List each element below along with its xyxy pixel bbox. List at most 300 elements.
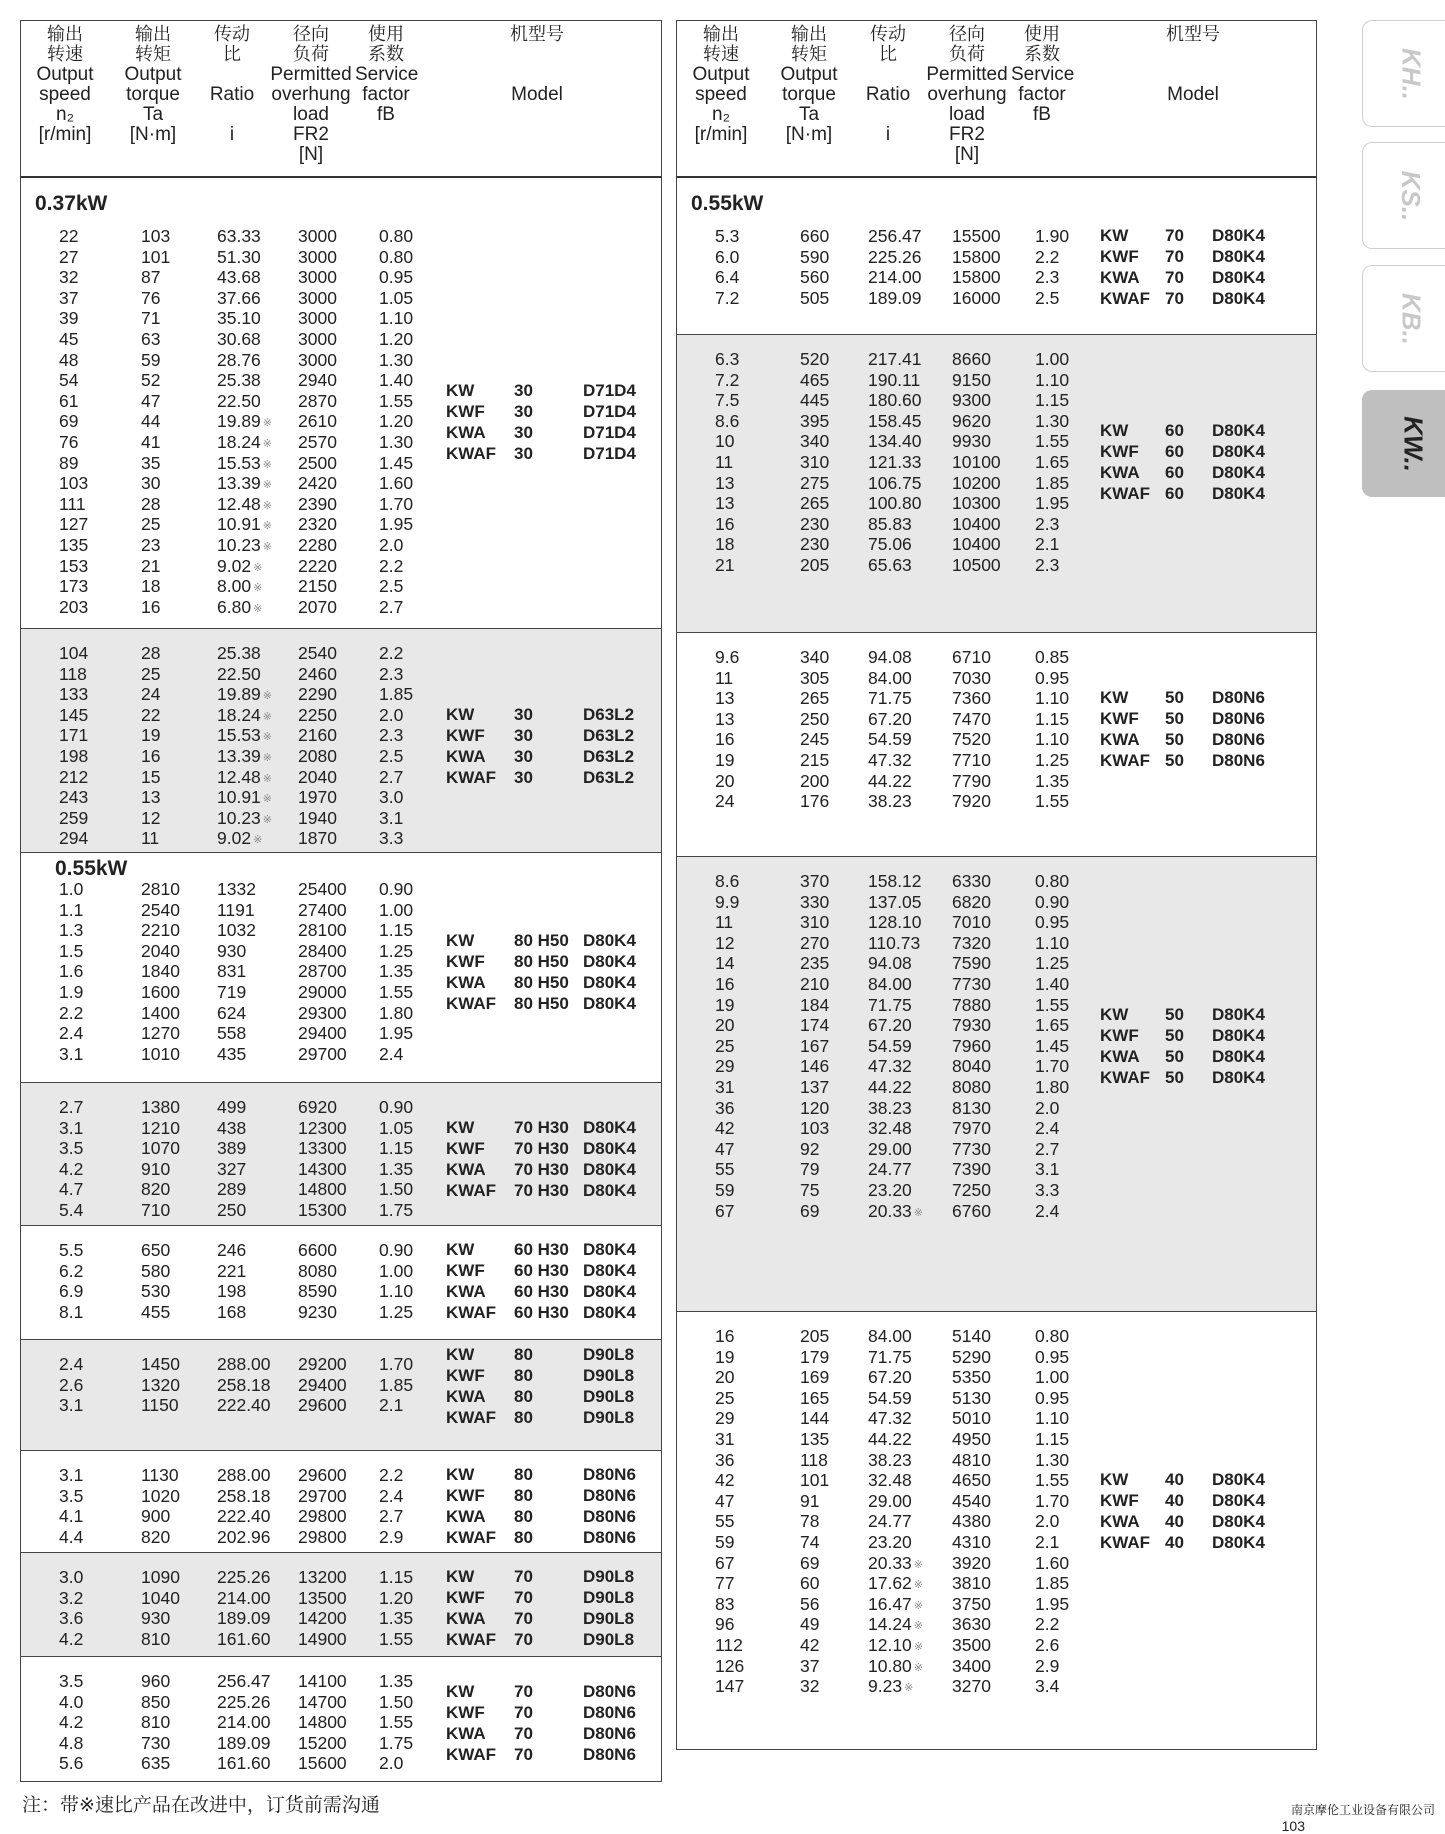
- cell-load: 29400: [298, 1023, 347, 1044]
- cell-load: 8660: [952, 349, 991, 369]
- cell-ratio: 63.33: [217, 226, 261, 246]
- cell-load: 13500: [298, 1587, 347, 1608]
- model-size: 50: [1165, 1047, 1184, 1067]
- tab-ks[interactable]: [1362, 142, 1445, 249]
- model-motor: D80N6: [583, 1744, 636, 1764]
- cell-load: 3810: [952, 1573, 991, 1594]
- model-series: KW: [446, 1117, 475, 1137]
- header-load: [267, 25, 355, 165]
- cell-speed: 25: [715, 1387, 735, 1408]
- cell-load: 2870: [298, 390, 337, 411]
- cell-sf: 0.80: [379, 226, 414, 246]
- cell-torque: 144: [800, 1408, 830, 1429]
- tab-label: KW..: [1398, 415, 1429, 472]
- model-row: [21, 767, 661, 788]
- cell-load: 29600: [298, 1465, 347, 1485]
- cell-torque: 1020: [141, 1485, 180, 1506]
- cell-torque: 21: [141, 555, 161, 576]
- table-row: [21, 329, 661, 350]
- cell-sf: 2.5: [379, 576, 404, 597]
- model-series: KWF: [1100, 247, 1139, 267]
- tab-kw[interactable]: [1362, 390, 1445, 497]
- cell-torque: 101: [141, 246, 171, 267]
- header-speed-zh: 输出 转速: [47, 24, 83, 65]
- cell-sf: 1.95: [1035, 1593, 1070, 1614]
- cell-torque: 580: [141, 1260, 171, 1281]
- cell-speed: 59: [715, 1179, 735, 1200]
- cell-sf: 2.0: [1035, 1097, 1060, 1118]
- model-list: [21, 1464, 661, 1548]
- cell-load: 7320: [952, 932, 991, 953]
- cell-ratio: 134.40: [868, 431, 922, 452]
- cell-ratio: 15.53 ※: [217, 452, 273, 473]
- model-series: KWA: [446, 1159, 486, 1179]
- cell-speed: 12: [715, 932, 735, 953]
- cell-ratio: 438: [217, 1117, 247, 1138]
- cell-speed: 25: [715, 1035, 735, 1056]
- cell-speed: 5.6: [59, 1753, 84, 1774]
- cell-speed: 2.4: [59, 1023, 84, 1044]
- cell-ratio: 38.23: [868, 1097, 912, 1118]
- cell-ratio: 10.23 ※: [217, 534, 273, 555]
- model-series: KW: [1100, 688, 1129, 708]
- model-motor: D80K4: [583, 1240, 636, 1260]
- cell-sf: 1.20: [379, 328, 414, 349]
- cell-torque: 184: [800, 994, 830, 1015]
- cell-speed: 5.4: [59, 1199, 84, 1220]
- model-series: KWA: [446, 1507, 486, 1527]
- cell-ratio: 100.80: [868, 493, 922, 514]
- table-row: [677, 1098, 1316, 1119]
- cell-load: 3000: [298, 246, 337, 267]
- model-row: [21, 1159, 661, 1180]
- cell-sf: 1.50: [379, 1179, 414, 1200]
- model-size: 60: [1165, 463, 1184, 483]
- cell-torque: 1380: [141, 1097, 180, 1117]
- cell-load: 29300: [298, 1002, 347, 1023]
- cell-load: 7960: [952, 1035, 991, 1056]
- cell-load: 14900: [298, 1628, 347, 1649]
- asterisk-mark: ※: [262, 458, 273, 471]
- model-size: 70: [514, 1609, 533, 1629]
- cell-torque: 820: [141, 1526, 171, 1547]
- cell-ratio: 47.32: [868, 749, 912, 770]
- cell-load: 8590: [298, 1281, 337, 1302]
- cell-ratio: 65.63: [868, 554, 912, 575]
- model-size: 60 H30: [514, 1240, 569, 1260]
- cell-load: 2940: [298, 370, 337, 391]
- cell-sf: 0.95: [1035, 667, 1070, 688]
- cell-load: 3630: [952, 1614, 991, 1635]
- table-row: [677, 647, 1316, 668]
- cell-torque: 169: [800, 1367, 830, 1388]
- cell-sf: 2.1: [379, 1395, 404, 1416]
- cell-sf: 1.15: [1035, 1428, 1070, 1449]
- table-row: [21, 828, 661, 849]
- model-motor: D90L8: [583, 1387, 635, 1406]
- cell-sf: 1.75: [379, 1732, 414, 1753]
- model-size: 70: [1165, 226, 1184, 246]
- cell-ratio: 12.10 ※: [868, 1634, 924, 1655]
- cell-torque: 47: [141, 390, 161, 411]
- model-series: KWAF: [1100, 1533, 1151, 1553]
- cell-ratio: 13.39 ※: [217, 473, 273, 494]
- model-size: 30: [514, 705, 533, 724]
- model-series: KWA: [446, 1609, 486, 1629]
- cell-torque: 395: [800, 410, 830, 431]
- model-row: [677, 288, 1316, 309]
- cell-torque: 103: [800, 1118, 830, 1139]
- cell-speed: 4.2: [59, 1158, 84, 1179]
- model-series: KWAF: [446, 1744, 497, 1764]
- cell-speed: 259: [59, 807, 89, 828]
- cell-load: 2500: [298, 452, 337, 473]
- table-row: [21, 308, 661, 329]
- model-row: [677, 1067, 1316, 1088]
- cell-load: 2610: [298, 411, 337, 432]
- header-torque: [109, 25, 197, 145]
- cell-speed: 32: [59, 267, 79, 288]
- cell-ratio: 499: [217, 1097, 247, 1117]
- model-list: [677, 420, 1316, 504]
- cell-ratio: 67.20: [868, 1015, 912, 1036]
- cell-speed: 9.9: [715, 891, 740, 912]
- cell-torque: 25: [141, 514, 161, 535]
- cell-speed: 20: [715, 770, 735, 791]
- cell-sf: 2.5: [1035, 287, 1060, 308]
- cell-speed: 47: [715, 1138, 735, 1159]
- cell-speed: 127: [59, 514, 89, 535]
- model-motor: D80K4: [583, 1159, 636, 1179]
- model-row: [21, 1464, 661, 1485]
- header-sf: [355, 25, 417, 125]
- model-motor: D80K4: [1212, 289, 1265, 309]
- cell-torque: 505: [800, 287, 830, 308]
- cell-speed: 147: [715, 1676, 745, 1697]
- cell-ratio: 94.08: [868, 953, 912, 974]
- model-row: [21, 972, 661, 993]
- cell-sf: 0.80: [1035, 1326, 1070, 1346]
- table-row: [677, 555, 1316, 576]
- cell-sf: 2.7: [379, 596, 404, 617]
- asterisk-mark: ※: [913, 1661, 924, 1674]
- model-series: KW: [446, 705, 475, 724]
- cell-sf: 1.55: [379, 390, 414, 411]
- cell-torque: 69: [800, 1200, 820, 1221]
- cell-ratio: 225.26: [217, 1567, 271, 1587]
- cell-load: 2220: [298, 555, 337, 576]
- cell-ratio: 225.26: [217, 1691, 271, 1712]
- model-row: [21, 1386, 661, 1407]
- model-row: [677, 1532, 1316, 1553]
- model-size: 70: [514, 1723, 533, 1743]
- model-size: 60 H30: [514, 1303, 569, 1323]
- table-row: [677, 912, 1316, 933]
- model-list: [677, 687, 1316, 771]
- model-size: 50: [1165, 688, 1184, 708]
- model-motor: D90L8: [583, 1630, 635, 1650]
- model-series: KW: [446, 1681, 475, 1701]
- tab-kh[interactable]: [1362, 20, 1445, 127]
- model-motor: D80K4: [1212, 442, 1265, 462]
- cell-sf: 1.60: [1035, 1552, 1070, 1573]
- cell-sf: 1.35: [379, 1158, 414, 1179]
- cell-speed: 16: [715, 513, 735, 534]
- model-series: KWAF: [446, 1408, 497, 1427]
- cell-speed: 3.6: [59, 1608, 84, 1629]
- model-row: [21, 1117, 661, 1138]
- model-series: KWF: [446, 1702, 485, 1722]
- cell-torque: 310: [800, 912, 830, 933]
- table-row: [677, 791, 1316, 812]
- model-motor: D80K4: [583, 1261, 636, 1281]
- asterisk-mark: ※: [262, 437, 273, 450]
- cell-torque: 820: [141, 1179, 171, 1200]
- cell-torque: 1400: [141, 1002, 180, 1023]
- model-row: [21, 401, 661, 422]
- cell-torque: 35: [141, 452, 161, 473]
- header-model-zh: 机型号: [1166, 24, 1220, 45]
- cell-sf: 0.95: [379, 267, 414, 288]
- cell-sf: 1.95: [379, 1023, 414, 1044]
- cell-ratio: 84.00: [868, 973, 912, 994]
- cell-ratio: 558: [217, 1023, 247, 1044]
- cell-speed: 1.9: [59, 981, 84, 1002]
- cell-torque: 530: [141, 1281, 171, 1302]
- header-sf-en: Service factor fB: [355, 64, 419, 125]
- cell-ratio: 214.00: [868, 267, 922, 288]
- model-size: 70: [1165, 289, 1184, 309]
- cell-load: 2070: [298, 596, 337, 617]
- cell-load: 10200: [952, 472, 1001, 493]
- right-table: [676, 20, 1317, 1750]
- cell-speed: 16: [715, 973, 735, 994]
- model-list: [21, 704, 661, 788]
- cell-load: 9300: [952, 390, 991, 411]
- cell-ratio: 10.80 ※: [868, 1655, 924, 1676]
- cell-ratio: 84.00: [868, 667, 912, 688]
- cell-sf: 0.90: [379, 879, 414, 899]
- cell-speed: 4.7: [59, 1179, 84, 1200]
- cell-speed: 3.2: [59, 1587, 84, 1608]
- cell-ratio: 22.50: [217, 663, 261, 684]
- table-row: [677, 1118, 1316, 1139]
- cell-speed: 16: [715, 729, 735, 750]
- cell-load: 3920: [952, 1552, 991, 1573]
- cell-speed: 7.2: [715, 287, 740, 308]
- model-list: [21, 1566, 661, 1650]
- cell-ratio: 9.02 ※: [217, 555, 263, 576]
- model-size: 80: [514, 1507, 533, 1527]
- cell-load: 7730: [952, 1138, 991, 1159]
- model-series: KWA: [446, 1282, 486, 1302]
- cell-load: 8040: [952, 1056, 991, 1077]
- cell-load: 2250: [298, 704, 337, 725]
- cell-speed: 171: [59, 725, 89, 746]
- cell-speed: 6.0: [715, 246, 740, 267]
- cell-ratio: 94.08: [868, 647, 912, 667]
- cell-torque: 330: [800, 891, 830, 912]
- cell-load: 29200: [298, 1354, 347, 1374]
- cell-ratio: 110.73: [868, 932, 921, 953]
- cell-load: 7730: [952, 973, 991, 994]
- power-label: 0.55kW: [55, 857, 128, 880]
- cell-sf: 2.7: [379, 1506, 404, 1527]
- table-block: [21, 1451, 661, 1553]
- model-size: 70 H30: [514, 1117, 569, 1137]
- cell-sf: 2.1: [1035, 1531, 1060, 1552]
- cell-speed: 19: [715, 1346, 735, 1367]
- cell-ratio: 256.47: [217, 1671, 271, 1691]
- cell-sf: 2.2: [379, 643, 404, 663]
- cell-sf: 3.3: [1035, 1179, 1060, 1200]
- model-motor: D80K4: [1212, 1512, 1265, 1532]
- cell-load: 14800: [298, 1712, 347, 1733]
- cell-speed: 48: [59, 349, 79, 370]
- cell-speed: 39: [59, 308, 79, 329]
- cell-torque: 200: [800, 770, 830, 791]
- model-size: 40: [1165, 1533, 1184, 1553]
- cell-ratio: 225.26: [868, 246, 922, 267]
- cell-load: 7970: [952, 1118, 991, 1139]
- cell-sf: 1.10: [1035, 729, 1070, 750]
- cell-speed: 83: [715, 1593, 735, 1614]
- model-series: KW: [1100, 421, 1129, 441]
- model-size: 30: [514, 380, 533, 400]
- cell-sf: 1.35: [1035, 770, 1070, 791]
- cell-speed: 6.4: [715, 267, 740, 288]
- cell-load: 29800: [298, 1526, 347, 1547]
- model-series: KW: [446, 1465, 475, 1485]
- cell-ratio: 16.47 ※: [868, 1593, 924, 1614]
- model-series: KWA: [446, 1723, 486, 1743]
- cell-sf: 2.3: [1035, 554, 1060, 575]
- model-series: KWAF: [1100, 751, 1151, 771]
- table-block: [21, 853, 661, 1083]
- model-series: KWF: [1100, 709, 1139, 729]
- cell-speed: 153: [59, 555, 89, 576]
- model-motor: D80K4: [1212, 484, 1265, 504]
- cell-load: 6920: [298, 1097, 337, 1117]
- model-series: KWAF: [446, 1303, 497, 1323]
- cell-sf: 1.50: [379, 1691, 414, 1712]
- cell-load: 28700: [298, 961, 347, 982]
- tab-kb[interactable]: [1362, 265, 1445, 372]
- model-size: 60 H30: [514, 1282, 569, 1302]
- cell-torque: 960: [141, 1671, 171, 1691]
- cell-ratio: 10.23 ※: [217, 807, 273, 828]
- cell-torque: 810: [141, 1628, 171, 1649]
- table-row: [677, 390, 1316, 411]
- cell-torque: 1130: [141, 1465, 179, 1485]
- table-block: [21, 1083, 661, 1226]
- cell-speed: 4.8: [59, 1732, 84, 1753]
- cell-sf: 2.0: [379, 1753, 404, 1774]
- model-row: [21, 725, 661, 746]
- table-row: [677, 1573, 1316, 1594]
- cell-ratio: 246: [217, 1240, 247, 1260]
- cell-ratio: 37.66: [217, 287, 261, 308]
- table-row: [21, 787, 661, 808]
- cell-speed: 61: [59, 390, 79, 411]
- cell-speed: 4.1: [59, 1506, 84, 1527]
- model-list: [21, 1344, 661, 1428]
- model-series: KWAF: [446, 1528, 497, 1548]
- model-series: KWA: [446, 972, 486, 992]
- cell-torque: 32: [800, 1676, 820, 1697]
- cell-sf: 1.75: [379, 1199, 414, 1220]
- cell-ratio: 44.22: [868, 1428, 912, 1449]
- table-row: [677, 349, 1316, 370]
- cell-sf: 1.85: [379, 1374, 414, 1395]
- cell-torque: 79: [800, 1159, 820, 1180]
- cell-speed: 135: [59, 534, 89, 555]
- cell-sf: 1.35: [379, 1608, 414, 1629]
- cell-speed: 126: [715, 1655, 745, 1676]
- model-series: KWAF: [1100, 289, 1151, 309]
- cell-sf: 1.40: [1035, 973, 1070, 994]
- cell-ratio: 12.48 ※: [217, 766, 273, 787]
- cell-speed: 173: [59, 576, 89, 597]
- model-motor: D80K4: [583, 951, 636, 971]
- cell-ratio: 38.23: [868, 791, 912, 812]
- header-sf-zh: 使用 系数: [1024, 24, 1060, 65]
- cell-torque: 71: [141, 308, 161, 329]
- cell-sf: 1.65: [1035, 451, 1070, 472]
- cell-ratio: 17.62 ※: [868, 1573, 924, 1594]
- model-motor: D80K4: [1212, 1026, 1265, 1046]
- model-row: [677, 420, 1316, 441]
- cell-load: 3000: [298, 349, 337, 370]
- model-row: [21, 422, 661, 443]
- cell-speed: 11: [715, 667, 734, 688]
- cell-speed: 11: [715, 912, 734, 933]
- cell-torque: 28: [141, 643, 161, 663]
- cell-speed: 10: [715, 431, 735, 452]
- cell-torque: 179: [800, 1346, 830, 1367]
- cell-ratio: 930: [217, 940, 247, 961]
- cell-speed: 55: [715, 1511, 735, 1532]
- model-row: [21, 1681, 661, 1702]
- cell-sf: 2.3: [379, 725, 404, 746]
- asterisk-mark: ※: [262, 690, 273, 703]
- asterisk-mark: ※: [262, 731, 273, 744]
- cell-speed: 96: [715, 1614, 735, 1635]
- cell-speed: 198: [59, 745, 89, 766]
- cell-ratio: 29.00: [868, 1138, 912, 1159]
- table-row: [677, 668, 1316, 689]
- asterisk-mark: ※: [262, 499, 273, 512]
- cell-load: 7590: [952, 953, 991, 974]
- cell-torque: 265: [800, 493, 830, 514]
- model-size: 30: [514, 768, 533, 787]
- table-row: [677, 1180, 1316, 1201]
- cell-load: 7010: [952, 912, 991, 933]
- cell-ratio: 67.20: [868, 1367, 912, 1388]
- header-model: [417, 25, 657, 105]
- model-motor: D80N6: [583, 1507, 636, 1527]
- cell-torque: 92: [800, 1138, 820, 1159]
- cell-speed: 4.0: [59, 1691, 84, 1712]
- cell-speed: 22: [59, 226, 79, 246]
- cell-load: 7030: [952, 667, 991, 688]
- model-series: KWA: [446, 422, 486, 442]
- cell-torque: 1600: [141, 981, 180, 1002]
- model-size: 30: [514, 443, 533, 463]
- cell-sf: 2.9: [1035, 1655, 1060, 1676]
- cell-ratio: 30.68: [217, 328, 261, 349]
- header-ratio-zh: 传动 比: [870, 24, 906, 65]
